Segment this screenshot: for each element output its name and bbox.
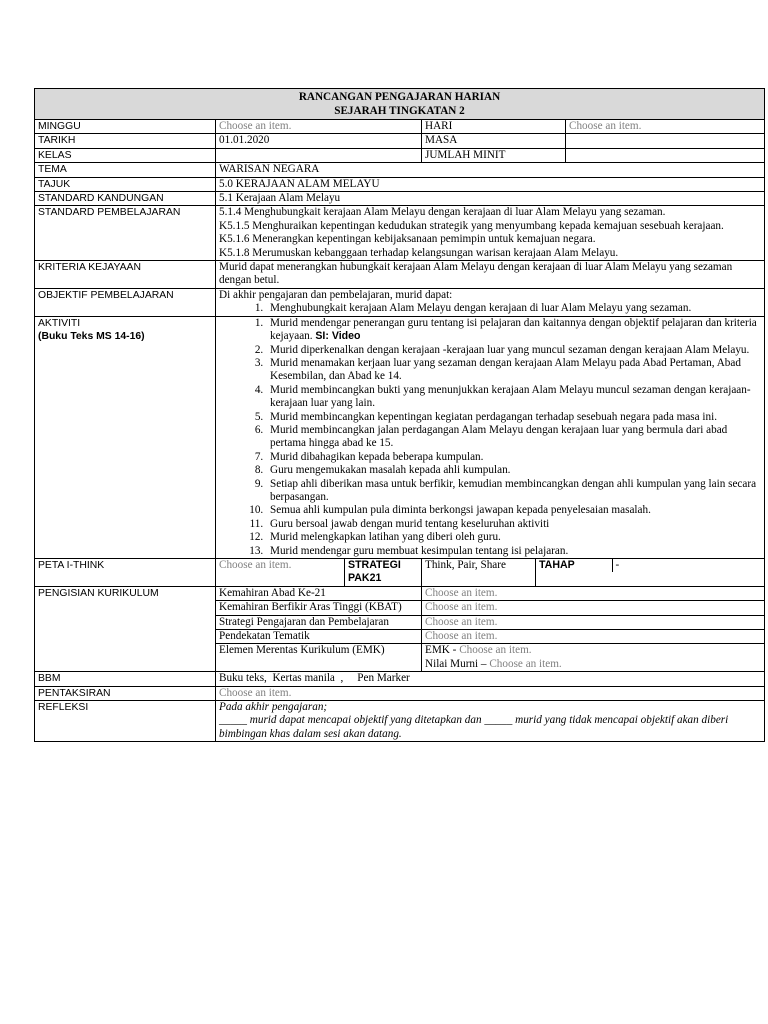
activity-text: Murid mendengar penerangan guru tentang isi pelajaran dan kaitannya dengan objektif pelajaran dan kriteria kejayaan.	[270, 316, 757, 343]
label-tajuk: TAJUK	[35, 177, 216, 191]
label-strategi: STRATEGI PAK21	[345, 559, 422, 587]
page-subtitle: SEJARAH TINGKATAN 2	[334, 105, 465, 117]
objektif-value	[216, 288, 765, 316]
row-tema	[35, 163, 765, 177]
list-item: 12. Murid melengkapkan latihan yang diberi oleh guru.	[266, 531, 761, 544]
list-item: 1. Menghubungkait kerajaan Alam Melayu dengan kerajaan di luar Alam Melayu yang sezaman.	[266, 302, 761, 315]
refleksi-value	[216, 701, 765, 742]
row-tarikh	[35, 134, 765, 148]
row-peta	[35, 559, 765, 587]
refleksi-line: _____ murid dapat mencapai objektif yang ditetapkan dan _____ murid yang tidak mencapai objektif akan diberi bimbingan khas dalam sesi akan datang.	[219, 714, 729, 740]
jumlah-minit-field[interactable]	[566, 148, 765, 162]
tarikh-field[interactable]: 01.01.2020	[216, 134, 422, 148]
kelas-field[interactable]	[216, 148, 422, 162]
aktiviti-value	[216, 316, 765, 558]
nilai-prefix: Nilai Murni –	[425, 657, 487, 670]
label-refleksi: REFLEKSI	[35, 701, 216, 742]
emk-values	[422, 644, 765, 672]
tajuk-value: 5.0 KERAJAAN ALAM MELAYU	[216, 177, 765, 191]
list-item: 6. Murid membincangkan jalan perdagangan Alam Melayu dengan kerajaan luar yang bermula dari abad pertama hingga abad ke 15.	[266, 424, 761, 451]
row-pentaksiran	[35, 686, 765, 700]
label-pengisian: PENGISIAN KURIKULUM	[35, 586, 216, 671]
row-pengisian-0	[35, 586, 765, 600]
label-tarikh: TARIKH	[35, 134, 216, 148]
strategi-value[interactable]: Think, Pair, Share	[422, 559, 536, 587]
pengisian-name: Kemahiran Abad Ke-21	[216, 586, 422, 600]
pengisian-select[interactable]: Choose an item.	[422, 615, 765, 629]
list-item: 2. Murid diperkenalkan dengan kerajaan -kerajaan luar yang muncul sezaman dengan kerajaan Alam Melayu.	[266, 344, 761, 357]
label-kelas: KELAS	[35, 148, 216, 162]
list-item: 13. Murid mendengar guru membuat kesimpulan tentang isi pelajaran.	[266, 545, 761, 558]
pengisian-select[interactable]: Choose an item.	[422, 601, 765, 615]
sp-line: K5.1.5 Menghuraikan kepentingan kedudukan strategik yang menyumbang kepada kemajuan sesebuah kerajaan.	[219, 219, 724, 232]
aktiviti-sublabel: (Buku Teks MS 14-16)	[38, 331, 145, 343]
row-aktiviti	[35, 316, 765, 558]
sp-line: K5.1.8 Merumuskan kebanggaan terhadap kelangsungan warisan kerajaan Alam Melayu.	[219, 246, 619, 259]
row-tajuk	[35, 177, 765, 191]
label-aktiviti	[35, 316, 216, 558]
list-item: 7. Murid dibahagikan kepada beberapa kumpulan.	[266, 451, 761, 464]
tahap-cell	[536, 559, 765, 587]
bbm-value: Buku teks, Kertas manila , Pen Marker	[216, 672, 765, 686]
label-bbm: BBM	[35, 672, 216, 686]
label-standard-pembelajaran: STANDARD PEMBELAJARAN	[35, 206, 216, 261]
label-tahap: TAHAP	[536, 559, 612, 572]
pentaksiran-select[interactable]: Choose an item.	[216, 686, 765, 700]
tahap-inner	[536, 559, 764, 572]
peta-select[interactable]: Choose an item.	[216, 559, 345, 587]
emk-select[interactable]: Choose an item.	[459, 644, 532, 657]
masa-field[interactable]	[566, 134, 765, 148]
kriteria-value: Murid dapat menerangkan hubungkait kerajaan Alam Melayu dengan kerajaan di luar Alam Melayu yang sezaman dengan betul.	[216, 261, 765, 289]
label-kriteria: KRITERIA KEJAYAAN	[35, 261, 216, 289]
list-item: 4. Murid membincangkan bukti yang menunjukkan kerajaan Alam Melayu muncul sezaman dengan kerajaan-kerajaan luar yang lain.	[266, 384, 761, 411]
emk-name: Elemen Merentas Kurikulum (EMK)	[216, 644, 422, 672]
header-row	[35, 89, 765, 120]
list-item	[266, 317, 761, 344]
pengisian-name: Pendekatan Tematik	[216, 630, 422, 644]
page-title: RANCANGAN PENGAJARAN HARIAN	[298, 91, 501, 103]
label-pentaksiran: PENTAKSIRAN	[35, 686, 216, 700]
tema-value: WARISAN NEGARA	[216, 163, 765, 177]
label-objektif: OBJEKTIF PEMBELAJARAN	[35, 288, 216, 316]
objektif-intro: Di akhir pengajaran dan pembelajaran, murid dapat:	[219, 288, 453, 301]
list-item: 5. Murid membincangkan kepentingan kegiatan perdagangan terhadap sesebuah negara pada masa ini.	[266, 411, 761, 424]
standard-kandungan-value: 5.1 Kerajaan Alam Melayu	[216, 192, 765, 206]
pengisian-select[interactable]: Choose an item.	[422, 586, 765, 600]
list-item: 8. Guru mengemukakan masalah kepada ahli kumpulan.	[266, 464, 761, 477]
standard-pembelajaran-value	[216, 206, 765, 261]
row-kelas	[35, 148, 765, 162]
list-item: 9. Setiap ahli diberikan masa untuk berfikir, kemudian membincangkan dengan ahli kumpulan yang lain secara berpasangan.	[266, 478, 761, 505]
tahap-value[interactable]: -	[615, 559, 620, 571]
pengisian-name: Kemahiran Berfikir Aras Tinggi (KBAT)	[216, 601, 422, 615]
row-minggu	[35, 120, 765, 134]
sp-line: 5.1.4 Menghubungkait kerajaan Alam Melayu dengan kerajaan di luar Alam Melayu yang sezaman.	[219, 206, 666, 219]
pengisian-select[interactable]: Choose an item.	[422, 630, 765, 644]
nilai-select[interactable]: Choose an item.	[489, 657, 562, 670]
row-bbm	[35, 672, 765, 686]
label-masa: MASA	[422, 134, 566, 148]
row-objektif	[35, 288, 765, 316]
list-item: 3. Murid menamakan kerjaan luar yang sezaman dengan kerajaan Alam Melayu pada Abad Pertaman, Abad Kesembilan, dan Abad ke 14.	[266, 357, 761, 384]
aktiviti-label: AKTIVITI	[38, 317, 81, 329]
row-kriteria	[35, 261, 765, 289]
row-refleksi	[35, 701, 765, 742]
sp-line: K5.1.6 Menerangkan kepentingan kebijaksanaan pemimpin untuk kemajuan negara.	[219, 233, 596, 246]
pengisian-name: Strategi Pengajaran dan Pembelajaran	[216, 615, 422, 629]
label-jumlah-minit: JUMLAH MINIT	[422, 148, 566, 162]
hari-select[interactable]: Choose an item.	[566, 120, 765, 134]
minggu-select[interactable]: Choose an item.	[216, 120, 422, 134]
emk-prefix: EMK -	[425, 644, 457, 657]
label-peta: PETA I-THINK	[35, 559, 216, 587]
activity-tag: SI: Video	[315, 330, 361, 343]
label-hari: HARI	[422, 120, 566, 134]
refleksi-line: Pada akhir pengajaran;	[219, 701, 328, 714]
row-standard-kandungan	[35, 192, 765, 206]
label-minggu: MINGGU	[35, 120, 216, 134]
label-standard-kandungan: STANDARD KANDUNGAN	[35, 192, 216, 206]
lesson-plan-table	[34, 88, 765, 742]
label-tema: TEMA	[35, 163, 216, 177]
list-item: 10. Semua ahli kumpulan pula diminta berkongsi jawapan kepada penyelesaian masalah.	[266, 504, 761, 517]
list-item: 11. Guru bersoal jawab dengan murid tentang keseluruhan aktiviti	[266, 518, 761, 531]
row-standard-pembelajaran	[35, 206, 765, 261]
